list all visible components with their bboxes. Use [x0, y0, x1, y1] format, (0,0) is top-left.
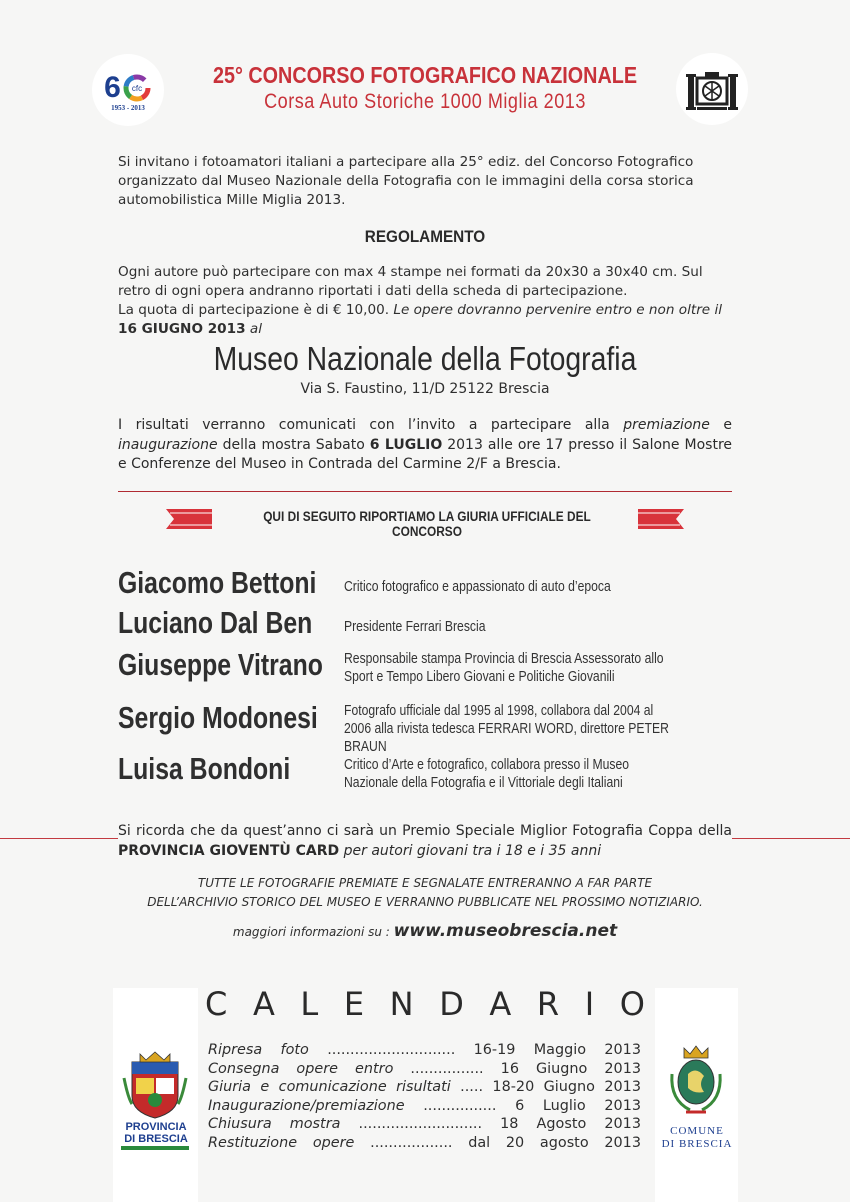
museum-camera-logo [676, 53, 748, 125]
calendar-list [208, 1041, 641, 1153]
museum-address: Via S. Faustino, 11/D 25122 Brescia [300, 381, 550, 397]
jury-name: Giacomo Bettoni [118, 565, 317, 600]
jury-desc: Presidente Ferrari Brescia [344, 619, 486, 635]
regolamento-line2: La quota di partecipazione è di € 10,00. Le opere dovranno pervenire entro e non oltre il 16 GIUGNO 2013 al [118, 302, 723, 337]
provincia-label: PROVINCIA DI BRESCIA [124, 1121, 188, 1145]
calendar-row: Inaugurazione/premiazione ................ 6 Luglio 2013 [208, 1097, 641, 1114]
page-title: 25° CONCORSO FOTOGRAFICO NAZIONALE [212, 62, 638, 88]
calendar-row: Consegna opere entro ................ 16 Giugno 2013 [208, 1060, 641, 1077]
page-subtitle: Corsa Auto Storiche 1000 Miglia 2013 [264, 90, 586, 113]
jury-desc: Critico d’Arte e fotografico, collabora presso il Museo Nazionale della Fotografia e il Vittoriale degli Italiani [344, 757, 630, 791]
logo-badge: cfc [131, 83, 142, 93]
logo-years: 1953 - 2013 [111, 103, 145, 112]
provincia-bar [121, 1146, 189, 1150]
jury-desc: Critico fotografico e appassionato di auto d’epoca [344, 579, 611, 595]
comune-crest-icon [664, 1044, 728, 1122]
jury-name: Luisa Bondoni [118, 751, 291, 786]
logo-number: 6 [104, 70, 121, 104]
archive-notice: TUTTE LE FOTOGRAFIE PREMIATE E SEGNALATE ENTRERANNO A FAR PARTE DELL’ARCHIVIO STORICO DEL MUSEO E VERRANNO PUBBLICATE NEL PROSSIMO NOTIZIARIO. [147, 876, 703, 909]
intro-paragraph: Si invitano i fotoamatori italiani a partecipare alla 25° ediz. del Concorso Fotografico organizzato dal Museo Nazionale della Fotografia con le immagini della corsa storica automobilistica Mille Miglia 2013. [118, 154, 694, 208]
jury-name: Luciano Dal Ben [118, 605, 313, 640]
jury-desc: Fotografo ufficiale dal 1995 al 1998, collabora dal 2004 al 2006 alla rivista tedesca FERRARI WORD, direttore PETER BRAUN [344, 703, 669, 755]
museum-name: Museo Nazionale della Fotografia [213, 340, 637, 377]
calendar-title: C A L E N D A R I O [205, 985, 645, 1023]
provincia-crest-icon [122, 1048, 188, 1120]
comune-label: COMUNE DI BRESCIA [661, 1125, 733, 1150]
calendar-row: Chiusura mostra ........................... 18 Agosto 2013 [208, 1116, 641, 1133]
more-info-label: maggiori informazioni su : [232, 925, 394, 939]
calendar-row: Restituzione opere .................. dal 20 agosto 2013 [208, 1134, 641, 1151]
website-link[interactable]: www.museobrescia.net [393, 921, 618, 941]
special-prize-paragraph: Si ricorda che da quest’anno ci sarà un Premio Speciale Miglior Fotografia Coppa della PROVINCIA GIOVENTÙ CARD per autori giovani tra i 18 e i 35 anni [118, 823, 732, 859]
section-divider [118, 491, 732, 492]
calendar-row: Ripresa foto ............................ 16-19 Maggio 2013 [208, 1042, 641, 1058]
results-paragraph: I risultati verranno comunicati con l’invito a partecipare alla premiazione e inaugurazione della mostra Sabato 6 LUGLIO 2013 alle ore 17 presso il Salone Mostre e Conferenze del Museo in Contrada del Carmine 2/F a Brescia. [118, 417, 733, 472]
regolamento-text [118, 263, 732, 339]
ribbon-right-icon [638, 507, 684, 531]
calendar-row: Giuria e comunicazione risultati ..... 18-20 Giugno 2013 [208, 1079, 641, 1096]
more-info [118, 921, 732, 941]
camera-columns-icon [683, 66, 741, 112]
jury-name: Sergio Modonesi [118, 700, 318, 735]
rainbow-ring-icon [122, 73, 152, 103]
jury-banner: QUI DI SEGUITO RIPORTIAMO LA GIURIA UFFICIALE DEL CONCORSO [263, 509, 591, 539]
jury-desc: Responsabile stampa Provincia di Brescia Assessorato allo Sport e Tempo Libero Giovani e Politiche Giovanili [344, 651, 664, 685]
jury-name: Giuseppe Vitrano [118, 647, 323, 682]
ribbon-left-icon [166, 507, 212, 531]
deadline: 16 GIUGNO 2013 [118, 321, 246, 337]
anniversary-logo [92, 54, 164, 126]
regolamento-line1: Ogni autore può partecipare con max 4 stampe nei formati da 20x30 a 30x40 cm. Sul retro di ogni opera andranno riportati i dati della scheda di partecipazione. [118, 264, 703, 299]
regolamento-heading: REGOLAMENTO [364, 227, 486, 246]
